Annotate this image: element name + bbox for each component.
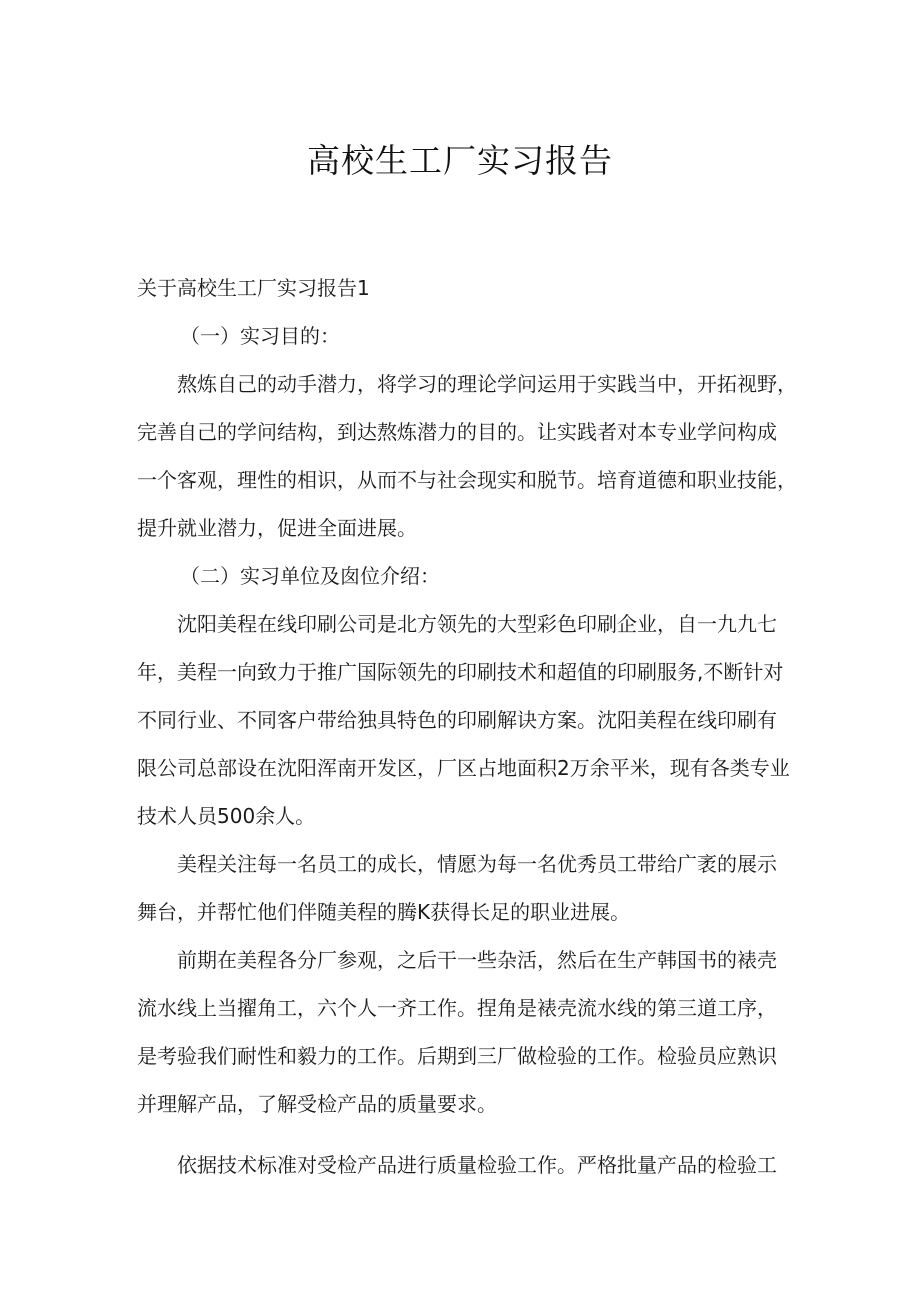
paragraph-line: 并理解产品，了解受检产品的质量要求。 [137,1092,497,1116]
paragraph-line: 年，美程一向致力于推广国际领先的印刷技术和超值的印刷服务,不断针对 [137,660,784,684]
paragraph-line: 熬炼自己的动手潜力，将学习的理论学问运用于实践当中，开拓视野， [177,372,797,396]
section-heading-unit: （二）实习单位及囱位介绍： [180,564,440,588]
paragraph-line: 依据技术标准对受检产品进行质量检验工作。严格批量产品的检验工 [177,1153,777,1177]
paragraph-line: 流水线上当擢角工，六个人一齐工作。捏角是裱壳流水线的第三道工序， [137,996,777,1020]
document-title: 高校生工厂实习报告 [307,141,613,180]
paragraph-line: 前期在美程各分厂参观，之后干一些杂活，然后在生产韩国书的裱壳 [177,948,777,972]
paragraph-line: 技术人员500余人。 [137,804,316,828]
report-subtitle: 关于高校生工厂实习报告1 [137,276,370,300]
section-heading-purpose: （一）实习目的： [180,324,340,348]
paragraph-line: 沈阳美程在线印刷公司是北方领先的大型彩色印刷企业，自一九九七 [177,612,777,636]
paragraph-line: 一个客观，理性的相识，从而不与社会现实和脱节。培育道德和职业技能， [137,468,797,492]
paragraph-line: 完善自己的学问结构，到达熬炼潜力的目的。让实践者对本专业学问构成 [137,420,777,444]
paragraph-line: 限公司总部设在沈阳浑南开发区，厂区占地面积2万余平米，现有各类专业 [137,756,790,780]
paragraph-line: 舞台，并帮忙他们伴随美程的腾K获得长足的职业进展。 [137,900,631,924]
paragraph-line: 是考验我们耐性和毅力的工作。后期到三厂做检验的工作。检验员应熟识 [137,1044,777,1068]
paragraph-line: 美程关注每一名员工的成长，情愿为每一名优秀员工带给广袤的展示 [177,852,777,876]
paragraph-line: 不同行业、不同客户带给独具特色的印刷解诀方案。沈阳美程在线印刷有 [137,708,777,732]
paragraph-line: 提升就业潜力，促进全面进展。 [137,516,417,540]
